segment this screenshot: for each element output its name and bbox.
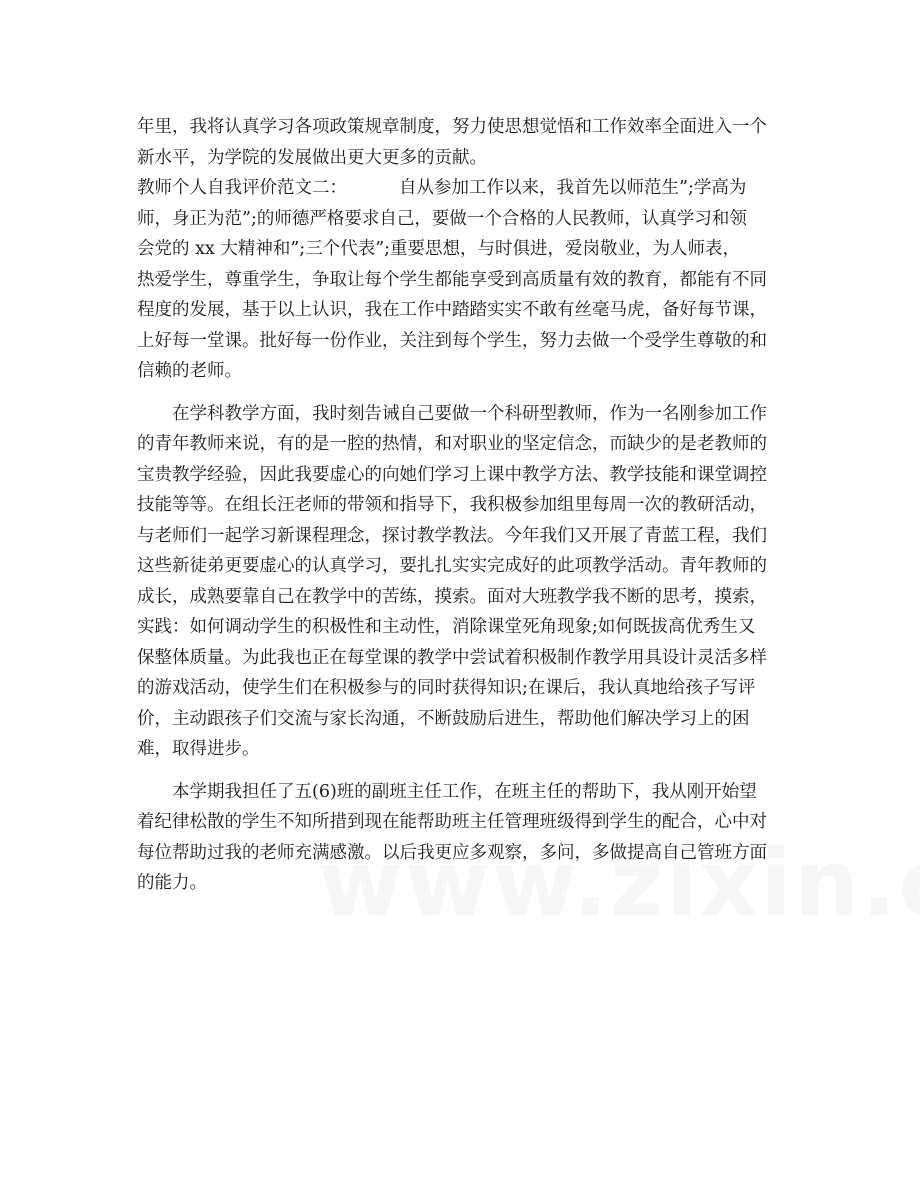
- text-line: 师，身正为范”;的师德严格要求自己，要做一个合格的人民教师，认真学习和领: [137, 208, 747, 229]
- text-line: 价，主动跟孩子们交流与家长沟通，不断鼓励后进生，帮助他们解决学习上的困: [137, 708, 750, 729]
- document-body: [137, 112, 787, 899]
- text-line: 在学科教学方面，我时刻告诫自己要做一个科研型教师，作为一名刚参加工作: [137, 403, 767, 424]
- text-line: 本学期我担任了五(6)班的副班主任工作，在班主任的帮助下，我从刚开始望: [137, 781, 757, 802]
- text-line: 着纪律松散的学生不知所措到现在能帮助班主任管理班级得到学生的配合，心中对: [137, 812, 767, 832]
- section-heading-label: 教师个人自我评价范文二：: [137, 178, 347, 198]
- text-line: 年里，我将认真学习各项政策规章制度，努力使思想觉悟和工作效率全面进入一个: [137, 117, 767, 137]
- class-teacher-paragraph: [137, 777, 787, 899]
- intro-paragraph: [137, 112, 787, 173]
- text-line: 成长，成熟要靠自己在教学中的苦练，摸索。面对大班教学我不断的思考，摸索，: [137, 586, 767, 607]
- text-line: 每位帮助过我的老师充满感激。以后我更应多观察，多问，多做提高自己管班方面: [137, 842, 767, 863]
- section-two: [137, 173, 787, 387]
- text-line: 与老师们一起学习新课程理念，探讨教学教法。今年我们又开展了青蓝工程，我们: [137, 525, 767, 546]
- text-line: 程度的发展，基于以上认识，我在工作中踏踏实实不敢有丝毫马虎，备好每节课，: [137, 300, 767, 320]
- text-line: 技能等等。在组长汪老师的带领和指导下，我积极参加组里每周一次的教研活动，: [137, 495, 767, 515]
- teaching-paragraph: [137, 399, 787, 765]
- section-first-text: 自从参加工作以来，我首先以师范生”;学高为: [399, 178, 747, 198]
- text-line: 信赖的老师。: [137, 361, 242, 381]
- text-line: 实践：如何调动学生的积极性和主动性，消除课堂死角现象;如何既拔高优秀生又: [137, 617, 756, 637]
- text-line: 新水平，为学院的发展做出更大更多的贡献。: [137, 147, 487, 168]
- text-line: 宝贵教学经验，因此我要虚心的向她们学习上课中教学方法、教学技能和课堂调控: [137, 464, 767, 485]
- text-line: 难，取得进步。: [137, 739, 260, 759]
- text-line: 上好每一堂课。批好每一份作业，关注到每个学生，努力去做一个受学生尊敬的和: [137, 330, 767, 351]
- text-line: 这些新徒弟更要虚心的认真学习，要扎扎实实完成好的此项教学活动。青年教师的: [137, 556, 767, 576]
- text-line: 会党的 xx 大精神和”;三个代表”;重要思想，与时俱进，爱岗敬业，为人师表，: [137, 239, 741, 259]
- text-line: 的游戏活动，使学生们在积极参与的同时获得知识;在课后，我认真地给孩子写评: [137, 678, 756, 698]
- text-line: 的青年教师来说，有的是一腔的热情，和对职业的坚定信念，而缺少的是老教师的: [137, 434, 767, 454]
- text-line: 保整体质量。为此我也正在每堂课的教学中尝试着积极制作教学用具设计灵活多样: [137, 647, 767, 668]
- section-heading-row: [137, 173, 787, 204]
- text-line: 的能力。: [137, 873, 207, 893]
- text-line: 热爱学生，尊重学生，争取让每个学生都能享受到高质量有效的教育，都能有不同: [137, 269, 767, 290]
